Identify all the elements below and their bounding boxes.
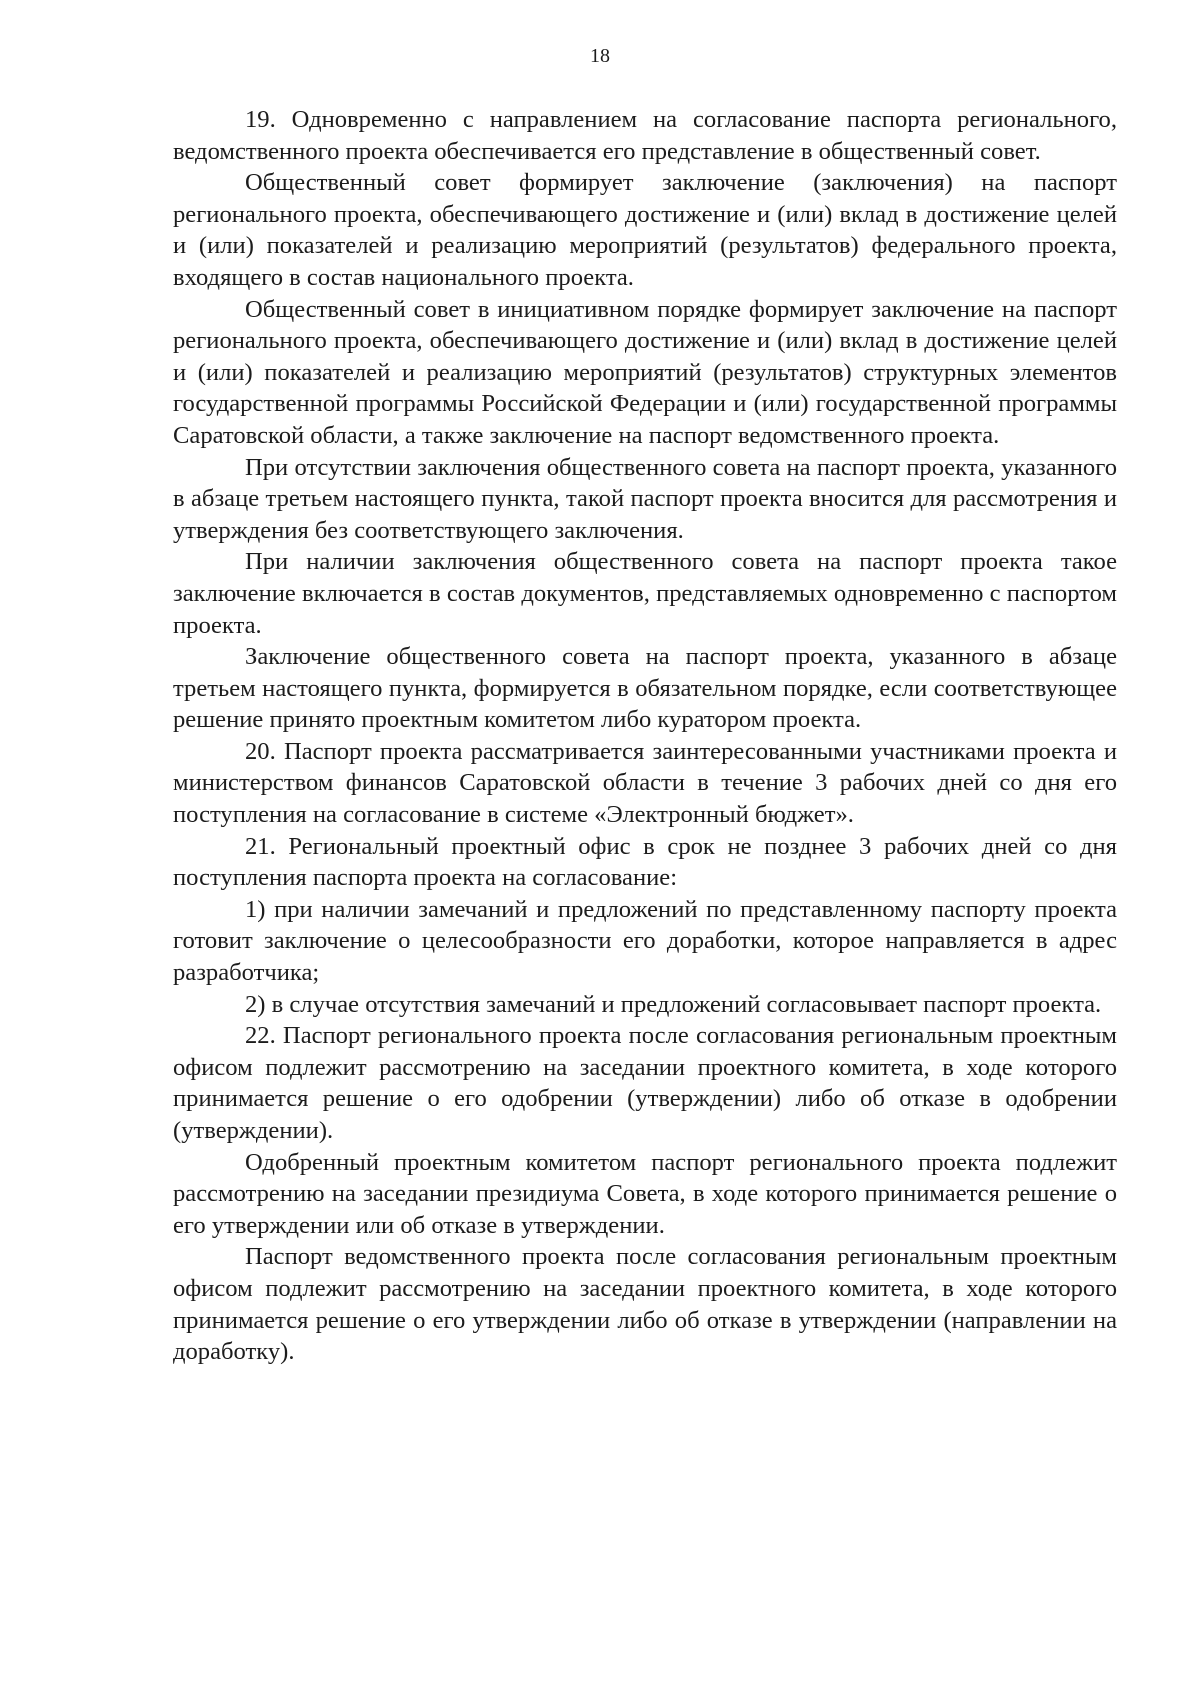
paragraph-departmental-passport: Паспорт ведомственного проекта после согласования региональным проектным офисом подлежит рассмотрению на заседании проектного комитета, в ходе которого принимается решение о его утверждении либо об отказе в утверждении (направлении на доработку). [173,1243,1117,1366]
paragraph-mandatory-conclusion: Заключение общественного совета на паспорт проекта, указанного в абзаце третьем настоящего пункта, формируется в обязательном порядке, если соответствующее решение принято проектным комитетом либо куратором проекта. [173,643,1117,734]
paragraph-approved-passport: Одобренный проектным комитетом паспорт регионального проекта подлежит рассмотрению на заседании президиума Совета, в ходе которого принимается решение о его утверждении или об отказе в утверждении. [173,1148,1117,1239]
paragraph-21-item-1: 1) при наличии замечаний и предложений по представленному паспорту проекта готовит заключение о целесообразности его доработки, которое направляется в адрес разработчика; [173,895,1117,987]
document-body [173,104,1117,1368]
paragraph-absence-of-conclusion: При отсутствии заключения общественного совета на паспорт проекта, указанного в абзаце третьем настоящего пункта, такой паспорт проекта вносится для рассмотрения и утверждения без соответствующего заключения. [173,453,1117,544]
paragraph-public-council-conclusion: Общественный совет формирует заключение (заключения) на паспорт регионального проекта, обеспечивающего достижение и (или) вклад в достижение целей и (или) показателей и реализацию мероприятий (результатов) федерального проекта, входящего в состав национального проекта. [173,169,1117,291]
paragraph-21-item-2: 2) в случае отсутствия замечаний и предложений согласовывает паспорт проекта. [245,990,1102,1018]
paragraph-19: 19. Одновременно с направлением на согласование паспорта регионального, ведомственного проекта обеспечивается его представление в общественный совет. [173,106,1117,165]
paragraph-presence-of-conclusion: При наличии заключения общественного совета на паспорт проекта такое заключение включается в состав документов, представляемых одновременно с паспортом проекта. [173,548,1117,639]
paragraph-21: 21. Региональный проектный офис в срок не позднее 3 рабочих дней со дня поступления паспорта проекта на согласование: [173,832,1117,892]
paragraph-initiative-conclusion: Общественный совет в инициативном порядке формирует заключение на паспорт регионального проекта, обеспечивающего достижение и (или) вклад в достижение целей и (или) показателей и реализацию мероприятий (результатов) структурных элементов государственной программы Российской Федерации и (или) государственной программы Саратовской области, а также заключение на паспорт ведомственного проекта. [173,295,1117,449]
paragraph-22: 22. Паспорт регионального проекта после согласования региональным проектным офисом подлежит рассмотрению на заседании проектного комитета, в ходе которого принимается решение о его одобрении (утверждении) либо об отказе в одобрении (утверждении). [173,1022,1117,1144]
paragraph-20: 20. Паспорт проекта рассматривается заинтересованными участниками проекта и министерством финансов Саратовской области в течение 3 рабочих дней со дня его поступления на согласование в системе «Электронный бюджет». [173,737,1117,829]
page-number: 18 [590,45,610,67]
